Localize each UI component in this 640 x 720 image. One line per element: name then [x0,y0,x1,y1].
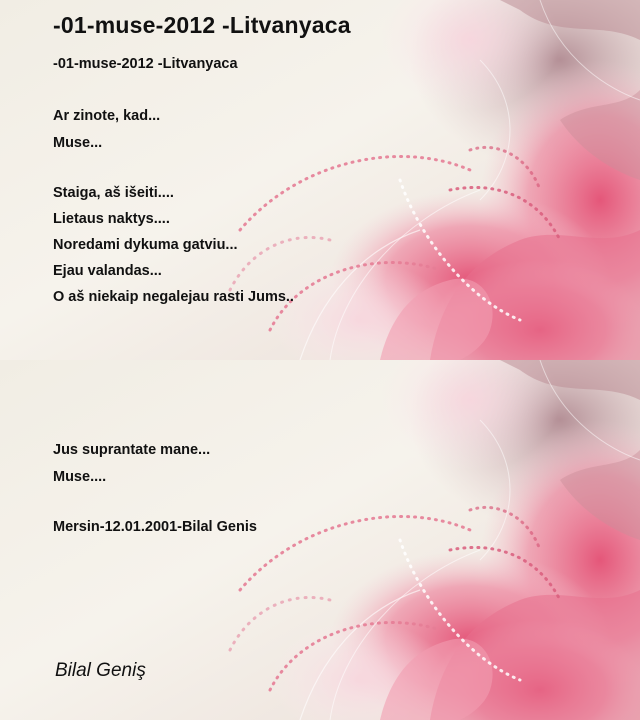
poem-line: Muse... [53,135,103,151]
poem-title: -01-muse-2012 -Litvanyaca [53,12,351,38]
author-signature: Bilal Geniş [55,660,146,681]
poem-line: Noredami dykuma gatviu... [53,237,238,253]
poem-line: Mersin-12.01.2001-Bilal Genis [53,519,257,535]
poem-line: Muse.... [53,469,107,485]
poem-line: -01-muse-2012 -Litvanyaca [53,56,238,72]
poem-line: Jus suprantate mane... [53,442,211,458]
poem-line: Lietaus naktys.... [53,211,170,227]
poem-line: Ar zinote, kad... [53,108,161,124]
poem-line: Staiga, aš išeiti.... [53,185,174,201]
poem-line: Ejau valandas... [53,263,162,279]
poem-line: O aš niekaip negalejau rasti Jums.. [53,289,294,305]
